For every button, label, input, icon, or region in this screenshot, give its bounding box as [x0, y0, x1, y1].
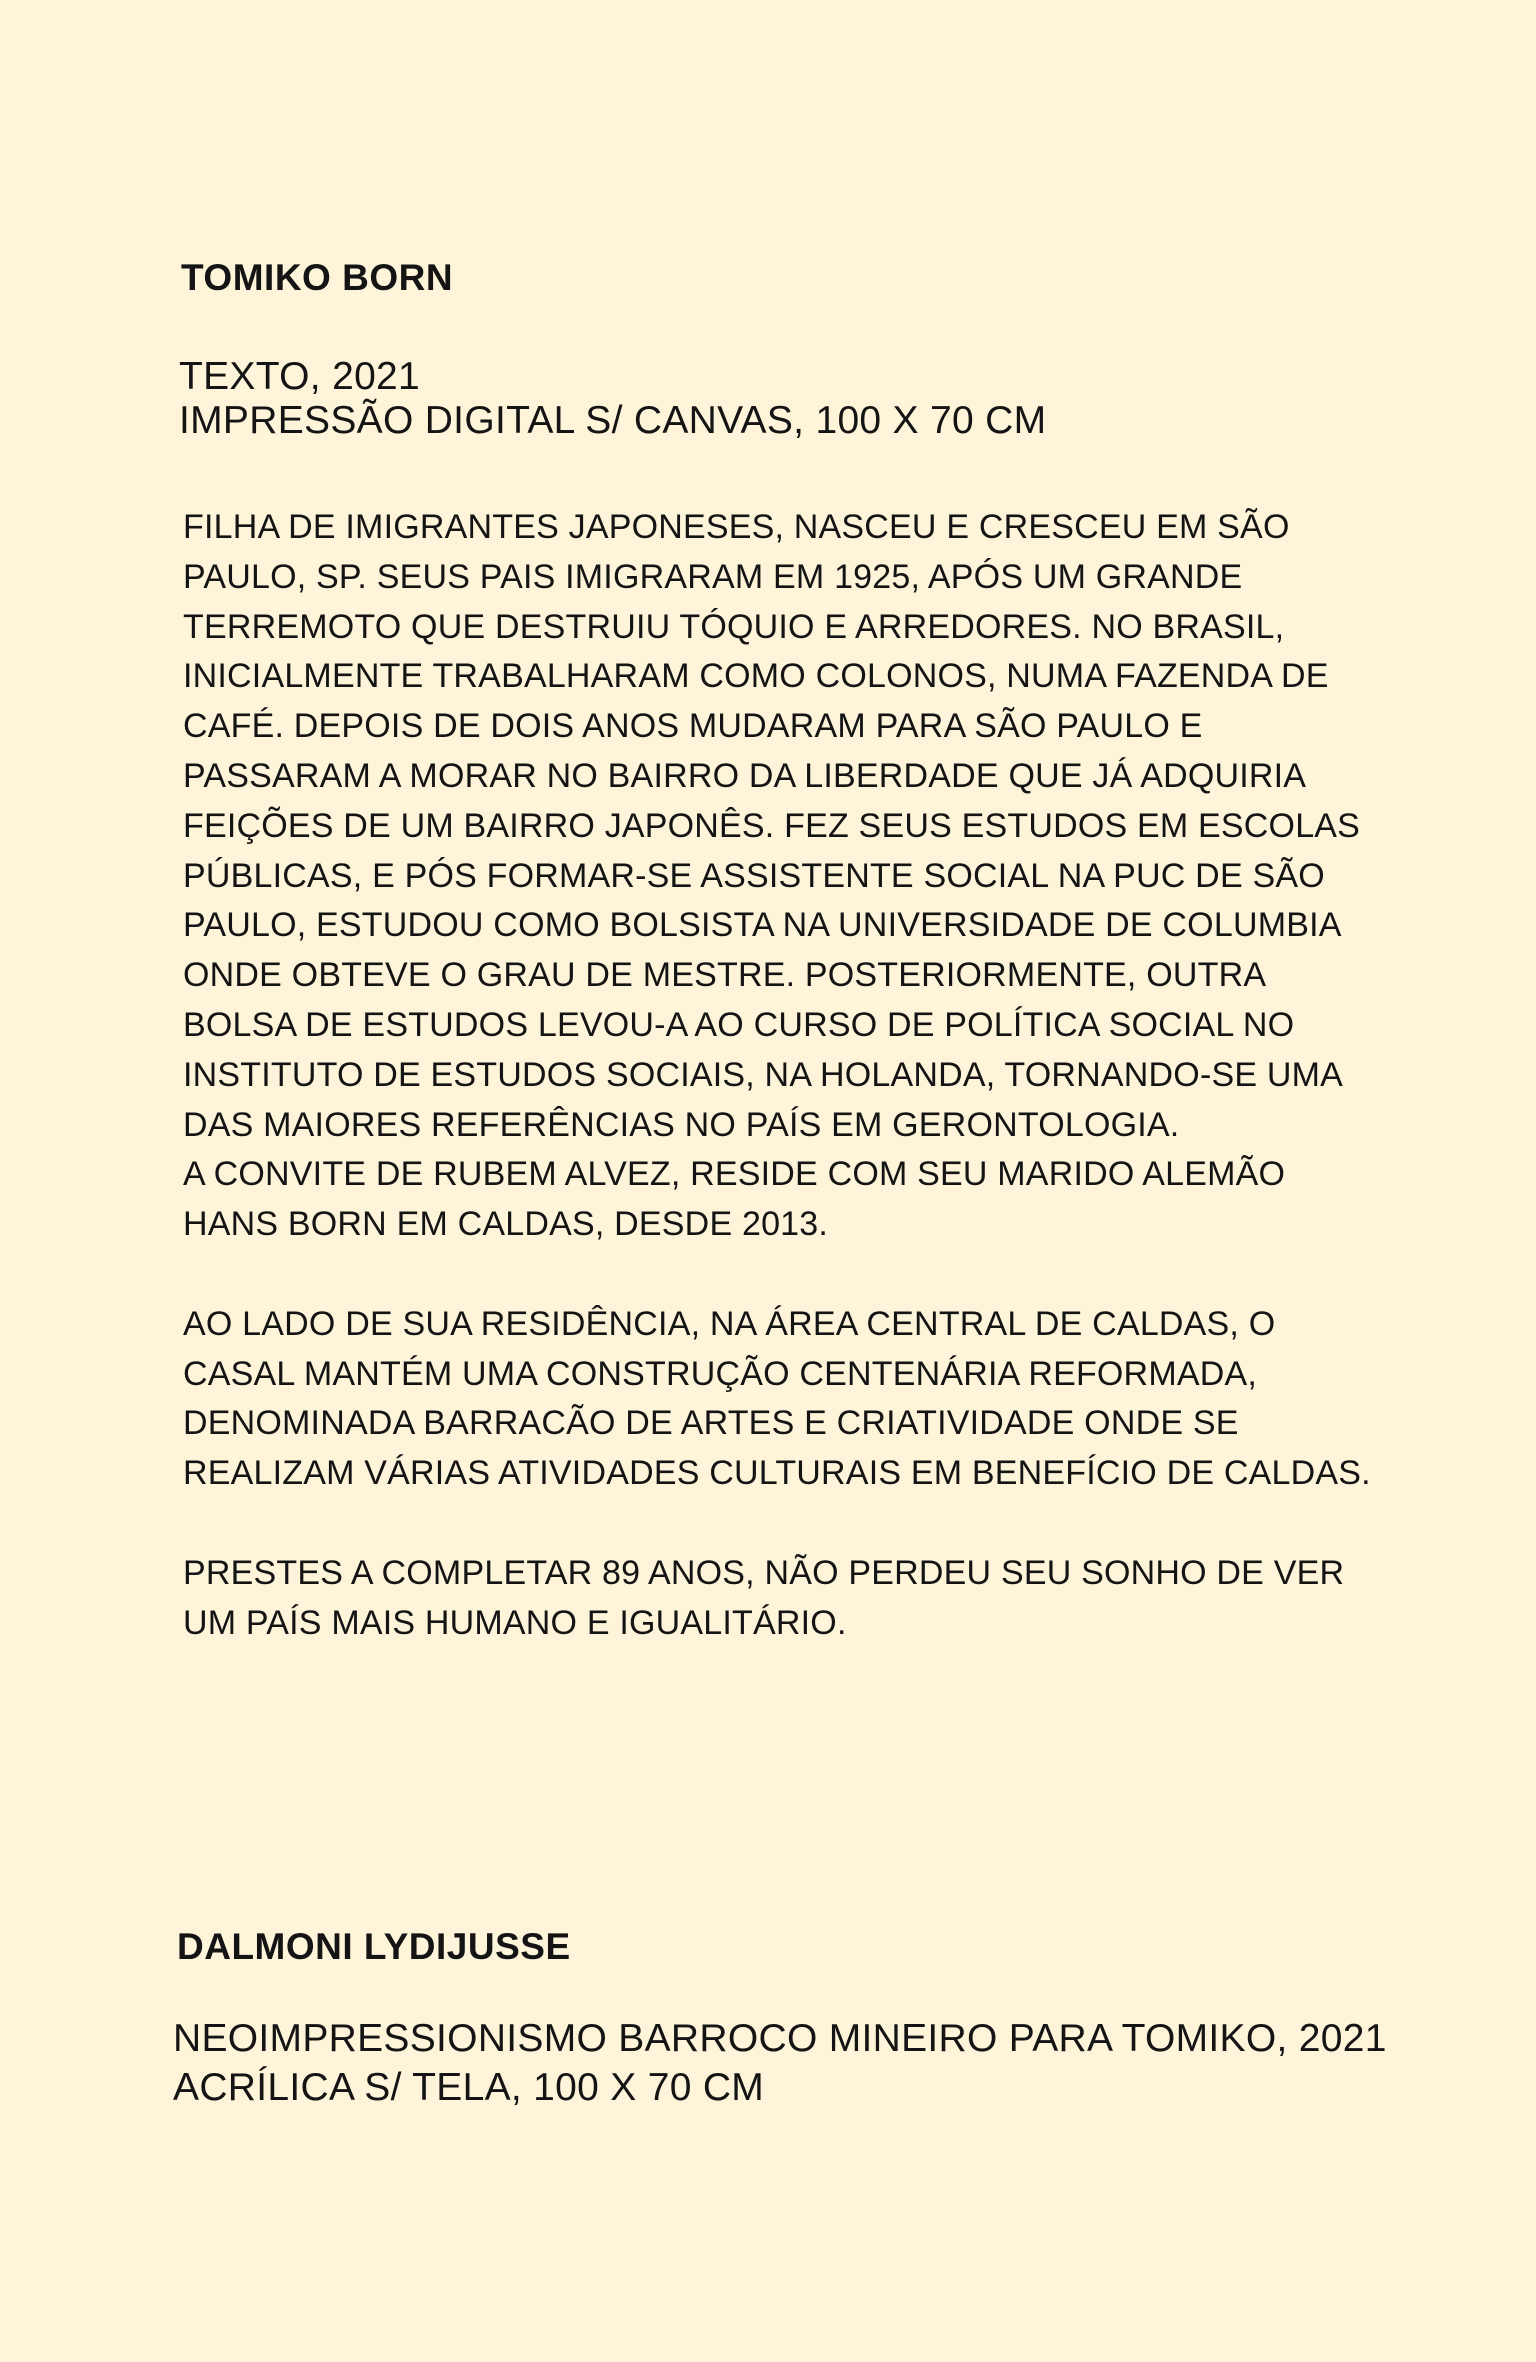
- artwork-medium: IMPRESSÃO DIGITAL S/ CANVAS, 100 X 70 CM: [179, 399, 1047, 442]
- bio-line: HANS BORN EM CALDAS, DESDE 2013.: [183, 1205, 829, 1244]
- bio-line: INICIALMENTE TRABALHARAM COMO COLONOS, NUMA FAZENDA DE: [183, 657, 1329, 696]
- bio-line: CASAL MANTÉM UMA CONSTRUÇÃO CENTENÁRIA REFORMADA,: [183, 1354, 1257, 1393]
- artist-biography: [183, 503, 1383, 1648]
- bio-line: DENOMINADA BARRACÃO DE ARTES E CRIATIVIDADE ONDE SE: [183, 1404, 1239, 1443]
- bio-line: AO LADO DE SUA RESIDÊNCIA, NA ÁREA CENTRAL DE CALDAS, O: [183, 1304, 1276, 1343]
- bio-line: DAS MAIORES REFERÊNCIAS NO PAÍS EM GERONTOLOGIA.: [183, 1105, 1180, 1144]
- bio-line: REALIZAM VÁRIAS ATIVIDADES CULTURAIS EM BENEFÍCIO DE CALDAS.: [183, 1454, 1371, 1493]
- bio-line: PÚBLICAS, E PÓS FORMAR-SE ASSISTENTE SOCIAL NA PUC DE SÃO: [183, 856, 1325, 895]
- bio-line: PAULO, SP. SEUS PAIS IMIGRARAM EM 1925, APÓS UM GRANDE: [183, 557, 1243, 596]
- paragraph-gap: [183, 1250, 1383, 1300]
- bio-line: PAULO, ESTUDOU COMO BOLSISTA NA UNIVERSIDADE DE COLUMBIA: [183, 906, 1342, 945]
- bio-line: TERREMOTO QUE DESTRUIU TÓQUIO E ARREDORES. NO BRASIL,: [183, 607, 1285, 646]
- bio-line: INSTITUTO DE ESTUDOS SOCIAIS, NA HOLANDA, TORNANDO-SE UMA: [183, 1055, 1344, 1094]
- bio-line: FILHA DE IMIGRANTES JAPONESES, NASCEU E CRESCEU EM SÃO: [183, 508, 1290, 546]
- bio-line: PRESTES A COMPLETAR 89 ANOS, NÃO PERDEU SEU SONHO DE VER: [183, 1553, 1345, 1592]
- artwork-title: TEXTO, 2021: [179, 355, 421, 398]
- artwork-title: NEOIMPRESSIONISMO BARROCO MINEIRO PARA TOMIKO, 2021: [173, 2017, 1387, 2060]
- bio-line: CAFÉ. DEPOIS DE DOIS ANOS MUDARAM PARA SÃO PAULO E: [183, 707, 1203, 746]
- artist-name: TOMIKO BORN: [181, 257, 454, 298]
- paragraph-gap: [183, 1499, 1383, 1549]
- bio-line: FEIÇÕES DE UM BAIRRO JAPONÊS. FEZ SEUS ESTUDOS EM ESCOLAS: [183, 806, 1361, 845]
- artwork-medium: ACRÍLICA S/ TELA, 100 X 70 CM: [173, 2066, 765, 2109]
- artist-name: DALMONI LYDIJUSSE: [177, 1926, 571, 1967]
- bio-line: PASSARAM A MORAR NO BAIRRO DA LIBERDADE QUE JÁ ADQUIRIA: [183, 756, 1307, 795]
- bio-line: UM PAÍS MAIS HUMANO E IGUALITÁRIO.: [183, 1603, 847, 1642]
- bio-line: A CONVITE DE RUBEM ALVEZ, RESIDE COM SEU MARIDO ALEMÃO: [183, 1155, 1286, 1194]
- bio-line: BOLSA DE ESTUDOS LEVOU-A AO CURSO DE POLÍTICA SOCIAL NO: [183, 1005, 1295, 1044]
- bio-line: ONDE OBTEVE O GRAU DE MESTRE. POSTERIORMENTE, OUTRA: [183, 956, 1267, 995]
